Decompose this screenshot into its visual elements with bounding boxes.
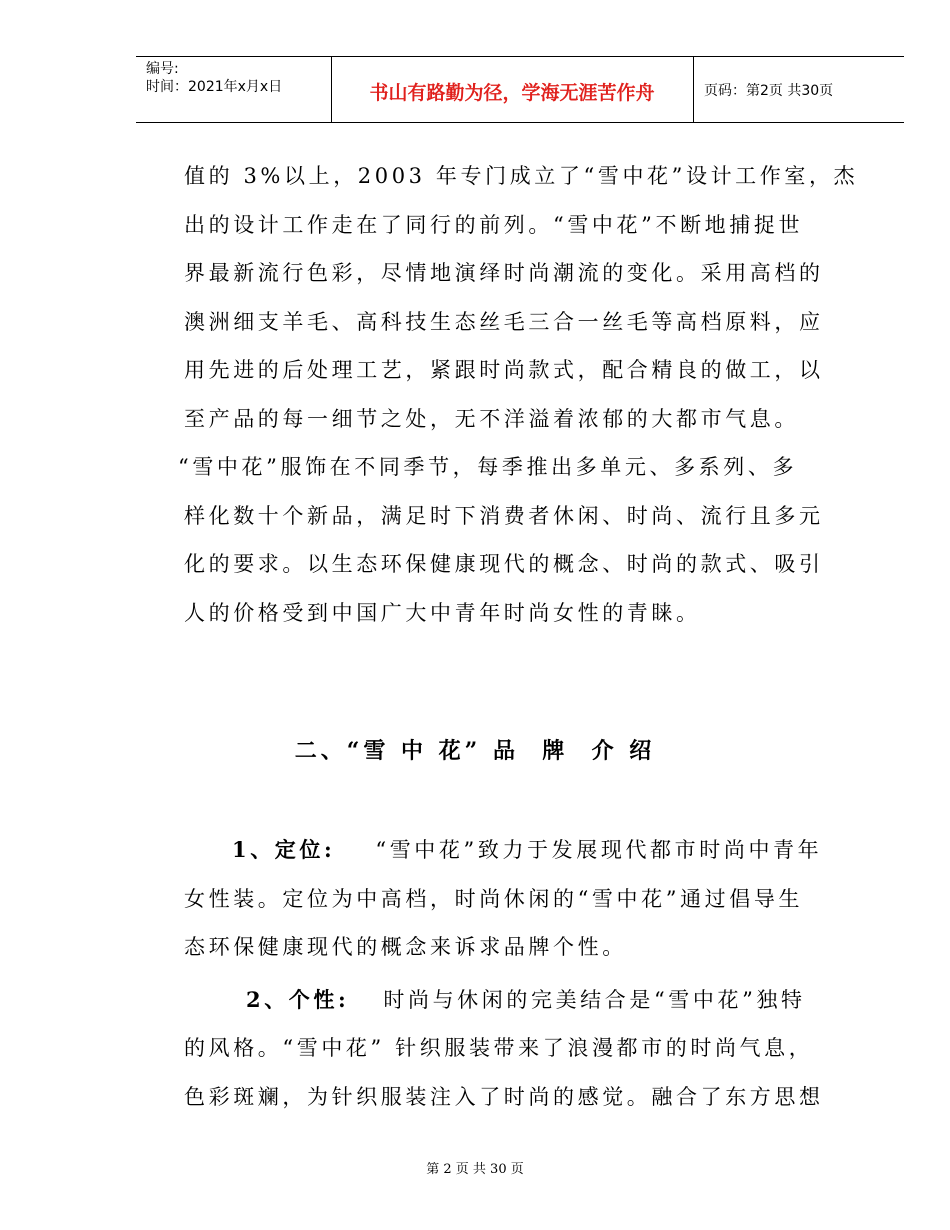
text-line: 用先进的后处理工艺，紧跟时尚款式，配合精良的做工，以 <box>184 358 824 382</box>
text-line: 澳洲细支羊毛、高科技生态丝毛三合一丝毛等高档原料，应 <box>184 309 824 334</box>
text-line: 态环保健康现代的概念来诉求品牌个性。 <box>184 935 627 959</box>
text-line: 化的要求。以生态环保健康现代的概念、时尚的款式、吸引 <box>184 552 824 576</box>
text-line: 界最新流行色彩，尽情地演绎时尚潮流的变化。采用高档的 <box>184 261 824 285</box>
personality-text: 时尚与休闲的完美结合是“雪中花”独特 <box>383 987 806 1012</box>
header-divider-right <box>693 56 694 122</box>
header-meta <box>146 60 282 96</box>
date-line: 时间：2021年x月x日 <box>146 79 283 95</box>
positioning-label: 1、定位: <box>232 837 336 862</box>
positioning-line-first <box>184 826 874 875</box>
paragraph-continued <box>178 152 862 637</box>
text-line: “雪中花”服饰在不同季节，每季推出多单元、多系列、多 <box>178 455 798 479</box>
header-bottom-rule <box>136 122 904 123</box>
serial-label: 编号: <box>146 61 179 77</box>
header-page-info: 页码：第2页 共30页 <box>704 83 834 99</box>
header-top-rule <box>136 56 904 57</box>
text-line: 至产品的每一细节之处，无不洋溢着浓郁的大都市气息。 <box>184 406 799 431</box>
page-footer: 第 2 页 共 30 页 <box>426 1162 524 1177</box>
text-line: 出的设计工作走在了同行的前列。“雪中花”不断地捕捉世 <box>184 212 804 237</box>
text-line: 人的价格受到中国广大中青年时尚女性的青睐。 <box>184 600 701 625</box>
brand-items <box>184 826 874 1121</box>
text-line: 样化数十个新品，满足时下消费者休闲、时尚、流行且多元 <box>184 503 824 528</box>
personality-label: 2、个性: <box>246 986 350 1012</box>
personality-line-first <box>184 976 874 1025</box>
text-line: 的风格。“雪中花” 针织服装带来了浪漫都市的时尚气息， <box>184 1036 814 1060</box>
text-line: 女性装。定位为中高档，时尚休闲的“雪中花”通过倡导生 <box>184 886 804 911</box>
text-line: 色彩斑斓，为针织服装注入了时尚的感觉。融合了东方思想 <box>184 1084 824 1109</box>
header-motto: 书山有路勤为径，学海无涯苦作舟 <box>369 82 655 104</box>
section-title: 二、“雪 中 花” 品 牌 介 绍 <box>294 738 656 764</box>
positioning-text: “雪中花”致力于发展现代都市时尚中青年 <box>375 838 823 862</box>
text-line: 值的 3%以上，2003 年专门成立了“雪中花”设计工作室，杰 <box>184 164 859 188</box>
